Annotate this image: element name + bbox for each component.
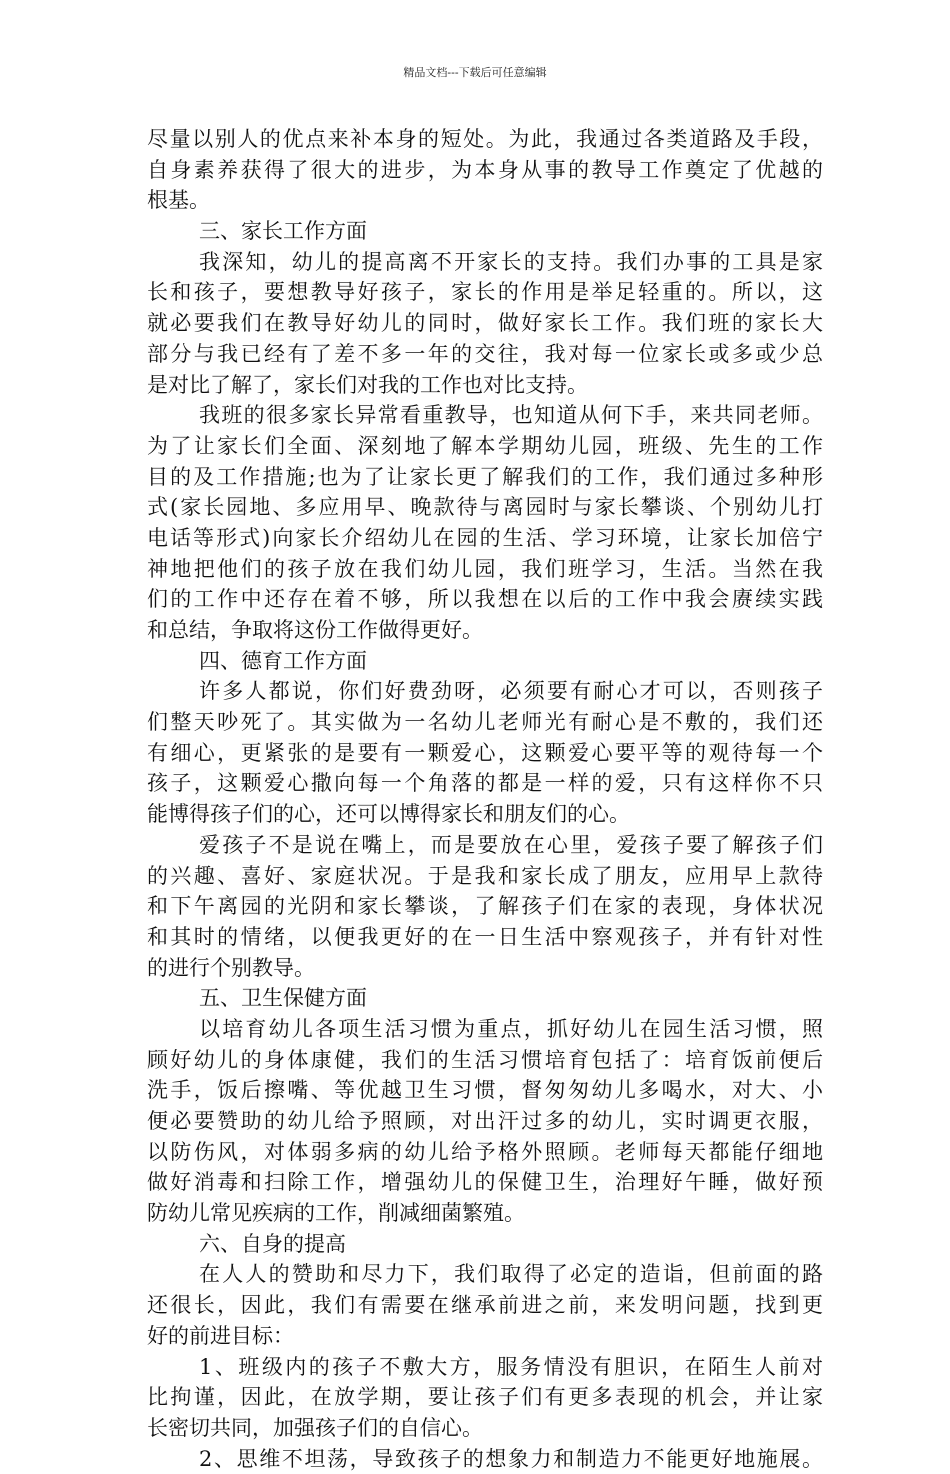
text-line: 长和孩子，要想教导好孩子，家长的作用是举足轻重的。所以，这 (147, 280, 823, 305)
text-line: 神地把他们的孩子放在我们幼儿园，我们班学习，生活。当然在我 (147, 556, 823, 581)
text-line: 长密切共同，加强孩子们的自信心。 (147, 1415, 483, 1440)
text-line: 们整天吵死了。其实做为一名幼儿老师光有耐心是不敷的，我们还 (147, 710, 823, 735)
section-heading: 四、德育工作方面 (199, 648, 367, 673)
text-line: 是对比了解了，家长们对我的工作也对比支持。 (147, 372, 588, 397)
text-line: 们的工作中还存在着不够，所以我想在以后的工作中我会赓续实践 (147, 587, 823, 612)
text-line: 式(家长园地、多应用早、晚款待与离园时与家长攀谈、个别幼儿打 (147, 495, 823, 520)
section-heading: 六、自身的提高 (199, 1231, 346, 1256)
text-line: 许多人都说，你们好费劲呀，必须要有耐心才可以，否则孩子 (199, 679, 823, 704)
text-line: 为了让家长们全面、深刻地了解本学期幼儿园，班级、先生的工作 (147, 433, 823, 458)
text-line: 好的前进目标： (147, 1323, 294, 1348)
text-line: 1、班级内的孩子不敷大方，服务情没有胆识，在陌生人前对 (199, 1354, 823, 1379)
section-heading: 五、卫生保健方面 (199, 986, 367, 1011)
text-line: 以防伤风，对体弱多病的幼儿给予格外照顾。老师每天都能仔细地 (147, 1139, 823, 1164)
text-line: 的进行个别教导。 (147, 955, 315, 980)
text-line: 根基。 (147, 188, 210, 213)
page-header: 精品文档---下载后可任意编辑 (403, 66, 547, 79)
text-line: 我深知，幼儿的提高离不开家长的支持。我们办事的工具是家 (199, 249, 823, 274)
text-line: 孩子，这颗爱心撒向每一个角落的都是一样的爱，只有这样你不只 (147, 771, 823, 796)
text-line: 和总结，争取将这份工作做得更好。 (147, 618, 483, 642)
section-heading: 三、家长工作方面 (199, 219, 367, 244)
text-line: 洗手，饭后擦嘴、等优越卫生习惯，督匆匆幼儿多喝水，对大、小 (147, 1078, 823, 1103)
text-line: 能博得孩子们的心，还可以博得家长和朋友们的心。 (147, 802, 630, 827)
text-line: 我班的很多家长异常看重教导，也知道从何下手，来共同老师。 (199, 403, 823, 428)
text-line: 目的及工作措施;也为了让家长更了解我们的工作，我们通过多种形 (147, 464, 823, 489)
text-line: 顾好幼儿的身体康健，我们的生活习惯培育包括了：培育饭前便后 (147, 1047, 823, 1072)
text-line: 防幼儿常见疾病的工作，削减细菌繁殖。 (147, 1201, 525, 1226)
text-line: 的兴趣、喜好、家庭状况。于是我和家长成了朋友，应用早上款待 (147, 863, 823, 888)
text-line: 尽量以别人的优点来补本身的短处。为此，我通过各类道路及手段， (147, 127, 823, 151)
text-line: 自身素养获得了很大的进步，为本身从事的教导工作奠定了优越的 (147, 157, 823, 182)
document-body (147, 124, 823, 1474)
text-line: 便必要赞助的幼儿给予照顾，对出汗过多的幼儿，实时调更衣服， (147, 1109, 823, 1133)
text-line: 2、思维不坦荡，导致孩子的想象力和制造力不能更好地施展。 (199, 1446, 823, 1471)
text-line: 就必要我们在教导好幼儿的同时，做好家长工作。我们班的家长大 (147, 311, 823, 336)
text-line: 有细心，更紧张的是要有一颗爱心，这颗爱心要平等的观待每一个 (147, 740, 823, 765)
text-line: 爱孩子不是说在嘴上，而是要放在心里，爱孩子要了解孩子们 (199, 832, 823, 857)
text-line: 和其时的情绪，以便我更好的在一日生活中察观孩子，并有针对性 (147, 924, 823, 949)
text-line: 还很长，因此，我们有需要在继承前进之前，来发明问题，找到更 (147, 1293, 823, 1318)
text-line: 和下午离园的光阴和家长攀谈，了解孩子们在家的表现，身体状况 (147, 894, 823, 919)
text-line: 做好消毒和扫除工作，增强幼儿的保健卫生，治理好午睡，做好预 (147, 1170, 823, 1195)
text-line: 部分与我已经有了差不多一年的交往，我对每一位家长或多或少总 (147, 341, 823, 366)
text-line: 比拘谨，因此，在放学期，要让孩子们有更多表现的机会，并让家 (147, 1385, 823, 1410)
text-line: 在人人的赞助和尽力下，我们取得了必定的造诣，但前面的路 (199, 1262, 823, 1287)
text-line: 电话等形式)向家长介绍幼儿在园的生活、学习环境，让家长加倍宁 (147, 525, 823, 550)
text-line: 以培育幼儿各项生活习惯为重点，抓好幼儿在园生活习惯，照 (199, 1016, 823, 1041)
